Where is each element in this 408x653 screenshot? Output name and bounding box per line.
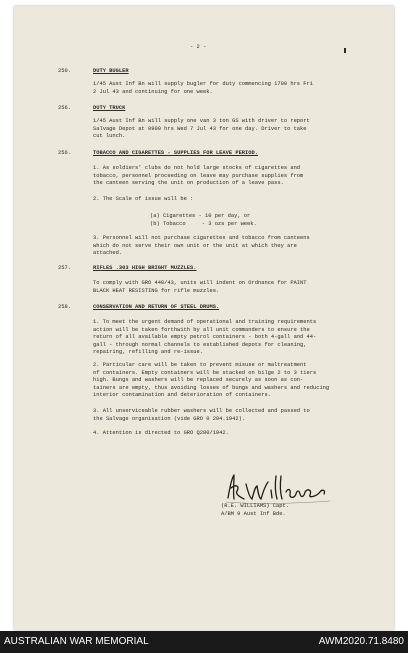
text-line: 3. Personnel will not purchase cigarettes and tobacco from canteens bbox=[93, 235, 310, 241]
issue-scale-list bbox=[150, 213, 257, 228]
document-page bbox=[14, 6, 394, 630]
scale-item: (a) Cigarettes - 10 per day, or bbox=[150, 213, 251, 219]
section-paragraph-2 bbox=[93, 362, 329, 400]
section-number: 258. bbox=[58, 304, 71, 310]
footer-accession-number: AWM2020.71.8480 bbox=[318, 636, 404, 647]
hole-punch-mark bbox=[344, 48, 346, 53]
text-line: 1. As soldiers' clubs do not hold large stocks of cigarettes and bbox=[93, 165, 301, 171]
section-paragraph-2: 2. The Scale of issue will be : bbox=[93, 196, 194, 202]
text-line: 2. Particular care will be taken to prevent misuse or maltreatment bbox=[93, 362, 307, 368]
text-line: interior contamination and deterioration of containers. bbox=[93, 392, 271, 399]
text-line: 2 Jul 43 and continuing for one week. bbox=[93, 88, 213, 95]
section-paragraph-4: 4. Attention is directed to GRO Q280/1942. bbox=[93, 430, 229, 436]
signature-image bbox=[222, 472, 334, 506]
text-line: To comply with GRO 440/43, units will indent on Ordnance for PAINT bbox=[93, 280, 307, 286]
text-line: action will be taken forthwith by all unit commanders to ensure the bbox=[93, 326, 310, 333]
text-line: tobacco, personnel proceeding on leave may purchase supplies from bbox=[93, 172, 304, 179]
section-paragraph-3 bbox=[93, 408, 310, 423]
text-line: attached. bbox=[93, 250, 123, 257]
section-heading: DUTY BUGLER bbox=[93, 68, 129, 74]
section-paragraph-3 bbox=[93, 235, 310, 258]
text-line: which do not serve their own unit or the unit at which they are bbox=[93, 242, 297, 249]
footer-bar bbox=[0, 631, 408, 653]
section-body bbox=[93, 118, 310, 141]
text-line: high. Bungs and washers will be replaced securely as soon as con- bbox=[93, 377, 304, 384]
text-line: 1/45 Aust Inf Bn will supply bugler for duty commencing 1700 hrs Fri bbox=[93, 81, 313, 87]
signatory-name: (R.E. WILLIAMS) Capt. bbox=[221, 503, 289, 509]
footer-institution: AUSTRALIAN WAR MEMORIAL bbox=[4, 636, 149, 647]
section-body bbox=[93, 81, 313, 96]
text-line: repairing, refilling and re-issue. bbox=[93, 349, 203, 356]
section-heading: DUTY TRUCK bbox=[93, 105, 126, 111]
text-line: 1. To meet the urgent demand of operational and training requirements bbox=[93, 319, 317, 325]
text-line: of containers. Empty containers will be stacked on bilge 2 to 3 tiers bbox=[93, 369, 317, 376]
text-line: gall - through normal channels to established depots for cleaning, bbox=[93, 341, 307, 348]
text-line: the canteen serving the unit on production of a leave pass. bbox=[93, 180, 284, 187]
section-heading: TOBACCO AND CIGARETTES - SUPPLIES FOR LEAVE PERIOD. bbox=[93, 150, 258, 156]
section-heading: RIFLES .303 HIGH BRIGHT MUZZLES. bbox=[93, 265, 197, 271]
text-line: the Salvage organisation (vide GRO 0 294.1942). bbox=[93, 415, 246, 422]
section-number: 256. bbox=[58, 150, 71, 156]
section-number: 257. bbox=[58, 265, 71, 271]
text-line: cut lunch. bbox=[93, 133, 126, 140]
scale-item: (b) Tobacco - 3 ozs per week. bbox=[150, 220, 257, 227]
page-number: - 2 - bbox=[190, 44, 207, 50]
text-line: Salvage Depot at 0900 hrs Wed 7 Jul 43 for one day. Driver to take bbox=[93, 125, 307, 132]
section-number: 256. bbox=[58, 105, 71, 111]
text-line: return of all available empty petrol containers - both 4-gall and 44- bbox=[93, 334, 317, 341]
section-body bbox=[93, 280, 307, 295]
text-line: tainers are empty, thus avoiding losses of bungs and washers and reducing bbox=[93, 384, 330, 391]
signatory-appointment: A/BM 9 Aust Inf Bde. bbox=[221, 511, 286, 517]
section-paragraph-1 bbox=[93, 165, 303, 188]
text-line: 1/45 Aust Inf Bn will supply one van 3 ton GS with driver to report bbox=[93, 118, 310, 124]
section-paragraph-1 bbox=[93, 319, 316, 357]
section-number: 250. bbox=[58, 68, 71, 74]
section-heading: CONSERVATION AND RETURN OF STEEL DRUMS. bbox=[93, 304, 220, 310]
text-line: 3. All unserviceable rubber washers will be collected and passed to bbox=[93, 408, 310, 414]
text-line: BLACK HEAT RESISTING for rifle muzzles. bbox=[93, 287, 220, 294]
